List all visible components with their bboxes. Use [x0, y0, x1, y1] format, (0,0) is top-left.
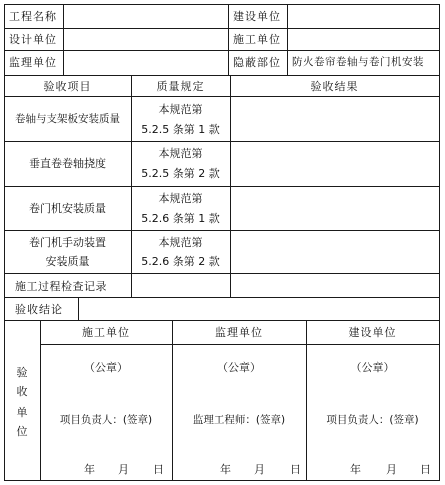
party-3-seal: （公章）: [350, 361, 395, 374]
col-label-divider: [63, 4, 64, 76]
item-2-spec-line-1: 本规范第: [158, 147, 203, 160]
party-2-date-day: 日: [290, 463, 301, 476]
col-sign-divider-2: [306, 320, 307, 481]
party-3-signer: 项目负责人：(签章): [326, 414, 419, 426]
party-3-date-year: 年: [350, 463, 361, 476]
item-4-name-line-2: 安装质量: [45, 255, 90, 268]
item-1-name: 卷轴与支架板安装质量: [15, 113, 120, 125]
party-3-unit: 建设单位: [348, 326, 397, 339]
sign-vertical-char-2: 收: [16, 385, 28, 398]
supervision-unit-label: 监理单位: [9, 56, 57, 69]
party-2-seal: （公章）: [217, 361, 261, 374]
item-3-spec-line-2: 5.2.6 条第 1 款: [141, 212, 220, 225]
item-1-spec-line-2: 5.2.5 条第 1 款: [141, 123, 220, 136]
col-mid-divider: [228, 4, 229, 76]
party-1-date-day: 日: [153, 463, 164, 476]
hidden-part-value: 防火卷帘卷轴与卷门机安装: [292, 56, 424, 68]
col-conclusion-divider: [78, 297, 79, 321]
column-header-item: 验收项目: [43, 80, 92, 93]
rule-header-3: [4, 75, 440, 76]
col-label-divider-right: [287, 4, 288, 76]
rule-row-4: [4, 273, 440, 274]
rule-header-1: [4, 28, 440, 29]
party-1-date-month: 月: [118, 463, 129, 476]
rule-row-2: [4, 186, 440, 187]
sign-vertical-char-1: 验: [16, 366, 28, 379]
party-3-date-day: 日: [420, 463, 431, 476]
rule-sign-header: [40, 344, 440, 345]
party-1-seal: （公章）: [84, 361, 128, 374]
item-3-name: 卷门机安装质量: [29, 202, 106, 215]
party-2-unit: 监理单位: [215, 326, 263, 339]
party-2-signer: 监理工程师：(签章): [192, 414, 286, 426]
border-top: [4, 4, 440, 5]
item-3-spec-line-1: 本规范第: [158, 192, 203, 205]
process-record-label: 施工过程检查记录: [15, 280, 107, 293]
design-unit-label: 设计单位: [9, 33, 57, 46]
item-4-spec-line-1: 本规范第: [158, 236, 203, 249]
item-4-name-line-1: 卷门机手动装置: [29, 236, 106, 249]
contractor-label: 施工单位: [233, 33, 281, 46]
rule-conclusion: [4, 320, 440, 321]
party-3-date-month: 月: [386, 463, 397, 476]
item-2-name: 垂直卷卷轴挠度: [29, 157, 106, 170]
item-2-spec-line-2: 5.2.5 条第 2 款: [141, 167, 220, 180]
item-4-spec-line-2: 5.2.6 条第 2 款: [141, 255, 220, 268]
column-header-spec: 质量规定: [156, 80, 205, 93]
conclusion-label: 验收结论: [15, 303, 63, 316]
rule-process-record: [4, 297, 440, 298]
column-header-result: 验收结果: [310, 80, 359, 93]
rule-header-2: [4, 50, 440, 51]
party-1-unit: 施工单位: [82, 326, 130, 339]
sign-vertical-char-3: 单: [16, 406, 28, 419]
col-spec-divider: [230, 75, 231, 297]
hidden-part-label: 隐蔽部位: [233, 56, 281, 69]
item-1-spec-line-1: 本规范第: [158, 103, 203, 116]
rule-row-1: [4, 141, 440, 142]
rule-column-header: [4, 96, 440, 97]
party-2-date-month: 月: [254, 463, 265, 476]
construction-unit-label: 建设单位: [233, 10, 281, 23]
party-1-date-year: 年: [84, 463, 95, 476]
project-name-label: 工程名称: [9, 10, 57, 23]
col-sign-label-divider: [40, 320, 41, 481]
col-sign-divider-1: [172, 320, 173, 481]
border-bottom: [4, 480, 440, 481]
rule-row-3: [4, 230, 440, 231]
party-1-signer: 项目负责人：(签章): [59, 414, 153, 426]
party-2-date-year: 年: [220, 463, 231, 476]
sign-vertical-char-4: 位: [16, 425, 28, 438]
